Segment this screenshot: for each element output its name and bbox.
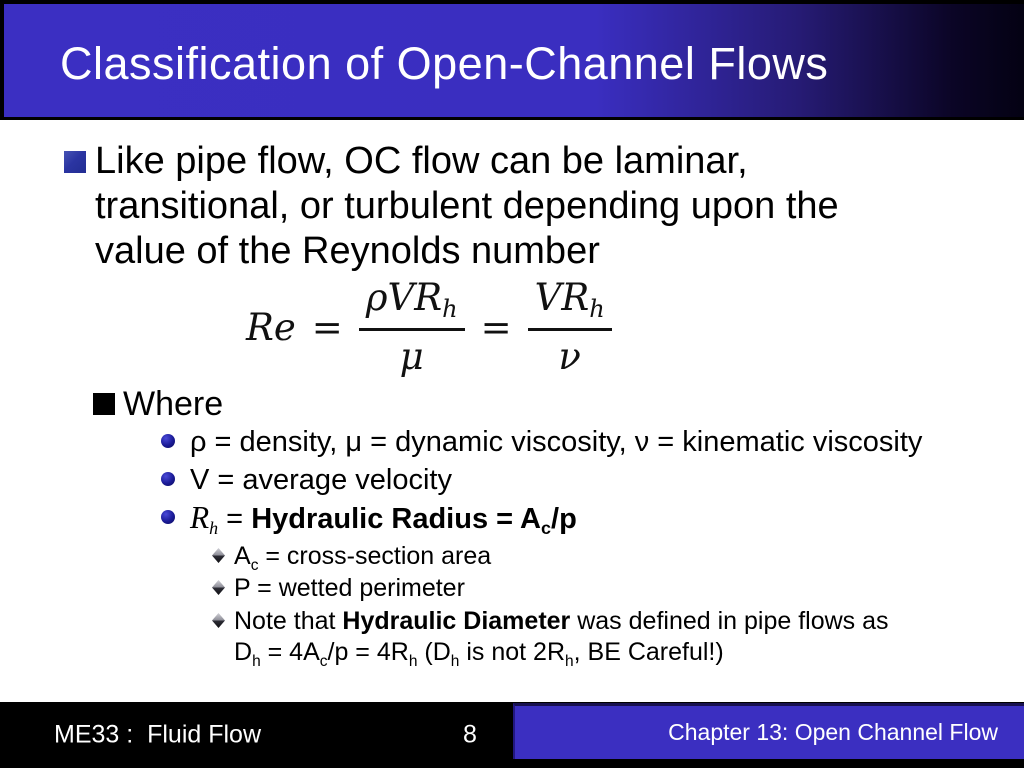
fraction-numerator (528, 276, 612, 331)
chapter-banner (513, 703, 1024, 759)
definition-item-density (161, 424, 922, 460)
note-text: /p = 4R (327, 638, 409, 666)
bullet-diamond-icon (212, 580, 225, 595)
variable-subscript: h (450, 653, 460, 670)
note-text: is not 2R (459, 638, 566, 666)
note-bold-text: Hydraulic Diameter (342, 607, 571, 635)
where-heading-item (93, 384, 223, 424)
bullet-sphere-icon (161, 510, 175, 524)
main-bullet-line: transitional, or turbulent depending upon the (95, 185, 839, 227)
slide-title: Classification of Open-Channel Flows (60, 37, 829, 89)
variable-subscript: h (252, 653, 261, 670)
equals-sign: = (311, 305, 343, 349)
bold-definition (251, 503, 577, 538)
note-line-1 (234, 606, 889, 637)
variable-subscript: h (408, 653, 418, 670)
subdefinition-item-perimeter (212, 573, 465, 604)
equals-text: = (218, 503, 252, 535)
variable-subscript: c (319, 653, 328, 670)
bullet-sphere-icon (161, 434, 175, 448)
note-text: = 4A (260, 638, 320, 666)
bullet-square-icon (93, 393, 115, 415)
course-label: ME33 : Fluid Flow (54, 720, 262, 749)
bullet-square-icon (64, 151, 86, 173)
main-bullet-line: Like pipe flow, OC flow can be laminar, (95, 140, 748, 182)
numerator-text: VR (534, 276, 590, 319)
note-text: D (234, 638, 253, 666)
chapter-label: Chapter 13: Open Channel Flow (668, 719, 998, 745)
page-number: 8 (463, 720, 477, 749)
definition-text: ρ = density, μ = dynamic viscosity, ν = kinematic viscosity (190, 426, 923, 458)
equation-fraction-1 (359, 276, 465, 378)
fraction-denominator: μ (399, 335, 424, 378)
variable-symbol: A (234, 542, 251, 570)
fraction-denominator: ν (558, 335, 581, 378)
numerator-subscript: h (589, 295, 605, 323)
bold-text: /p (551, 503, 577, 535)
subdefinition-text (234, 606, 889, 677)
variable-symbol: R (190, 500, 210, 535)
variable-subscript: h (565, 653, 574, 670)
variable-subscript: h (209, 518, 219, 538)
equals-sign: = (480, 305, 512, 349)
definition-item-hydraulic-radius (161, 500, 577, 546)
equation-fraction-2 (528, 276, 612, 378)
definition-item-velocity (161, 462, 452, 498)
bullet-sphere-icon (161, 472, 175, 486)
bullet-diamond-icon (212, 613, 225, 628)
title-banner (0, 0, 1024, 120)
definition-text (190, 500, 577, 546)
numerator-subscript: h (442, 295, 458, 323)
bold-text: Hydraulic Radius = A (251, 503, 542, 535)
where-heading: Where (123, 385, 224, 423)
subdefinition-text: P = wetted perimeter (234, 574, 465, 602)
subdefinition-item-note (212, 606, 889, 677)
note-text: Note that (234, 607, 343, 635)
note-line-2 (234, 637, 889, 677)
definition-text: V = average velocity (190, 464, 452, 496)
numerator-text: ρVR (365, 276, 443, 319)
footer-bar (0, 702, 1024, 768)
reynolds-equation (246, 276, 612, 378)
bullet-diamond-icon (212, 548, 225, 563)
equation-lhs: Re (246, 305, 296, 349)
main-bullet-item (64, 139, 839, 274)
note-text: was defined in pipe flows as (570, 607, 889, 635)
main-bullet-text (95, 139, 839, 274)
variable-subscript: c (250, 557, 259, 574)
bold-subscript: c (541, 518, 552, 538)
main-bullet-line: value of the Reynolds number (95, 230, 600, 272)
definition-tail: = cross-section area (258, 542, 492, 570)
note-text: (D (417, 638, 451, 666)
fraction-numerator (359, 276, 465, 331)
note-text: , BE Careful!) (573, 638, 724, 666)
